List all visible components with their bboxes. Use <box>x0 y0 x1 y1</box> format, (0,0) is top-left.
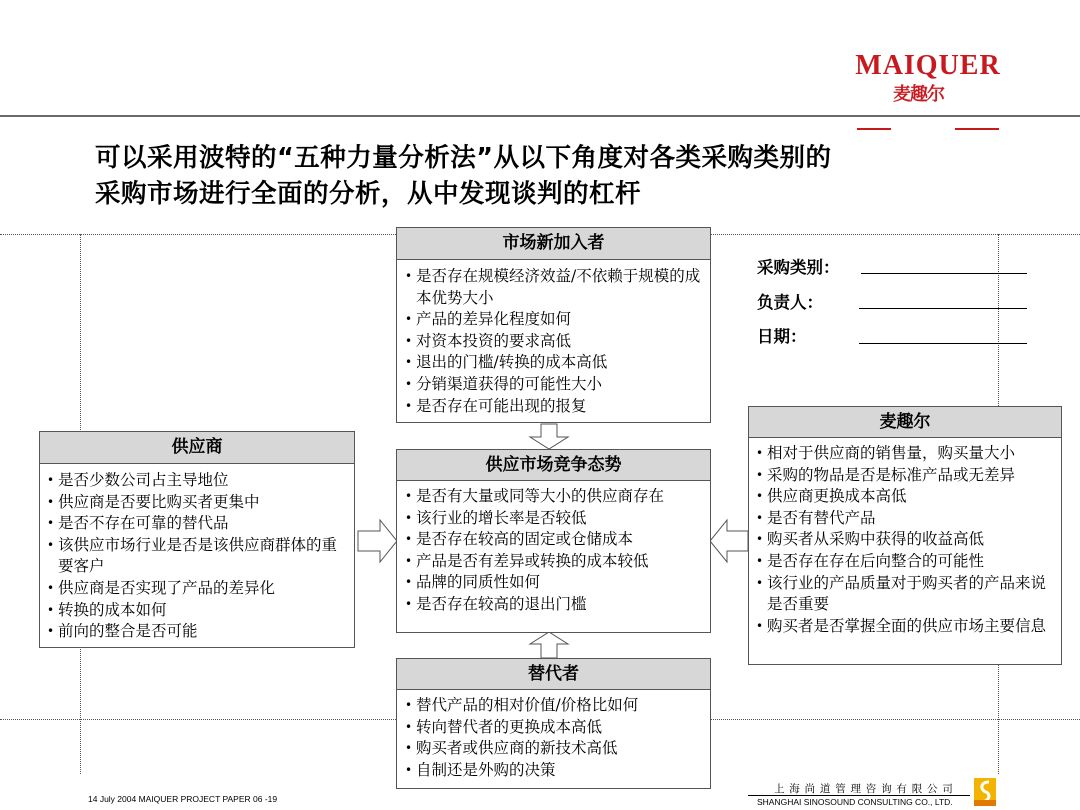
list-item: • 产品是否有差异或转换的成本较低 <box>403 551 708 573</box>
competition-list <box>403 486 708 616</box>
list-item: • 品牌的同质性如何 <box>403 572 708 594</box>
competition-heading: 供应市场竞争态势 <box>396 449 711 481</box>
list-item: • 对资本投资的要求高低 <box>403 331 703 353</box>
buyer-heading: 麦趣尔 <box>748 406 1062 438</box>
title-line-1: 可以采用波特的“五种力量分析法”从以下角度对各类采购类别的 <box>95 143 832 173</box>
list-item: • 分销渠道获得的可能性大小 <box>403 374 703 396</box>
list-item: • 是否存在规模经济效益/不依赖于规模的成本优势大小 <box>403 266 703 309</box>
list-item: • 该供应市场行业是否是该供应商群体的重要客户 <box>45 535 350 578</box>
company-mark-icon <box>974 778 996 806</box>
list-item: • 购买者从采购中获得的收益高低 <box>754 529 1060 551</box>
title-line-2: 采购市场进行全面的分析，从中发现谈判的杠杆 <box>95 179 642 209</box>
list-item: • 产品的差异化程度如何 <box>403 309 703 331</box>
suppliers-list <box>45 470 350 643</box>
list-item: • 该行业的产品质量对于购买者的产品来说是否重要 <box>754 573 1060 616</box>
owner-blank-line <box>859 308 1027 309</box>
list-item: • 相对于供应商的销售量，购买量大小 <box>754 443 1060 465</box>
list-item: • 购买者是否掌握全面的供应市场主要信息 <box>754 616 1060 638</box>
footer-company-cn: 上海尚道管理咨询有限公司 <box>774 783 958 795</box>
arrow-down-icon <box>530 424 568 449</box>
arrow-right-icon <box>358 520 397 562</box>
arrow-left-icon <box>710 520 748 562</box>
logo-chinese-text: 麦趣尔 <box>893 84 944 105</box>
buyer-box <box>748 437 1062 665</box>
logo-end-text: R <box>979 50 1001 81</box>
list-item: • 供应商更换成本高低 <box>754 486 1060 508</box>
new-entrants-list <box>403 266 703 417</box>
list-item: • 转向替代者的更换成本高低 <box>403 717 708 739</box>
list-item: • 转换的成本如何 <box>45 600 350 622</box>
substitutes-heading: 替代者 <box>396 658 711 690</box>
footer-divider <box>748 795 970 796</box>
category-label: 采购类别： <box>757 258 840 277</box>
list-item: • 购买者或供应商的新技术高低 <box>403 738 708 760</box>
list-item: • 是否存在可能出现的报复 <box>403 396 703 418</box>
list-item: • 供应商是否要比购买者更集中 <box>45 492 350 514</box>
list-item: • 替代产品的相对价值/价格比如何 <box>403 695 708 717</box>
list-item: • 该行业的增长率是否较低 <box>403 508 708 530</box>
date-blank-line <box>859 343 1027 344</box>
list-item: • 是否存在较高的退出门槛 <box>403 594 708 616</box>
footer-company-en: SHANGHAI SINOSOUND CONSULTING CO., LTD. <box>757 797 953 807</box>
list-item: • 自制还是外购的决策 <box>403 760 708 782</box>
new-entrants-heading: 市场新加入者 <box>396 227 711 260</box>
arrow-up-icon <box>530 632 568 658</box>
list-item: • 是否存在存在后向整合的可能性 <box>754 551 1060 573</box>
new-entrants-box <box>396 259 711 423</box>
list-item: • 供应商是否实现了产品的差异化 <box>45 578 350 600</box>
category-blank-line <box>861 273 1027 274</box>
buyer-list <box>754 443 1060 637</box>
list-item: • 是否有替代产品 <box>754 508 1060 530</box>
list-item: • 前向的整合是否可能 <box>45 621 350 643</box>
owner-label: 负责人： <box>757 293 823 312</box>
suppliers-box <box>39 463 355 648</box>
competition-box <box>396 480 711 633</box>
list-item: • 是否不存在可靠的替代品 <box>45 513 350 535</box>
list-item: • 是否存在较高的固定或仓储成本 <box>403 529 708 551</box>
date-label: 日期： <box>757 327 807 346</box>
footer-left-text: 14 July 2004 MAIQUER PROJECT PAPER 06 -19 <box>88 794 278 804</box>
substitutes-list <box>403 695 708 781</box>
list-item: • 是否有大量或同等大小的供应商存在 <box>403 486 708 508</box>
list-item: • 是否少数公司占主导地位 <box>45 470 350 492</box>
suppliers-heading: 供应商 <box>39 431 355 464</box>
list-item: • 退出的门槛/转换的成本高低 <box>403 352 703 374</box>
list-item: • 采购的物品是否是标准产品或无差异 <box>754 465 1060 487</box>
logo-main-text: MAIQUE <box>855 50 980 81</box>
substitutes-box <box>396 689 711 789</box>
